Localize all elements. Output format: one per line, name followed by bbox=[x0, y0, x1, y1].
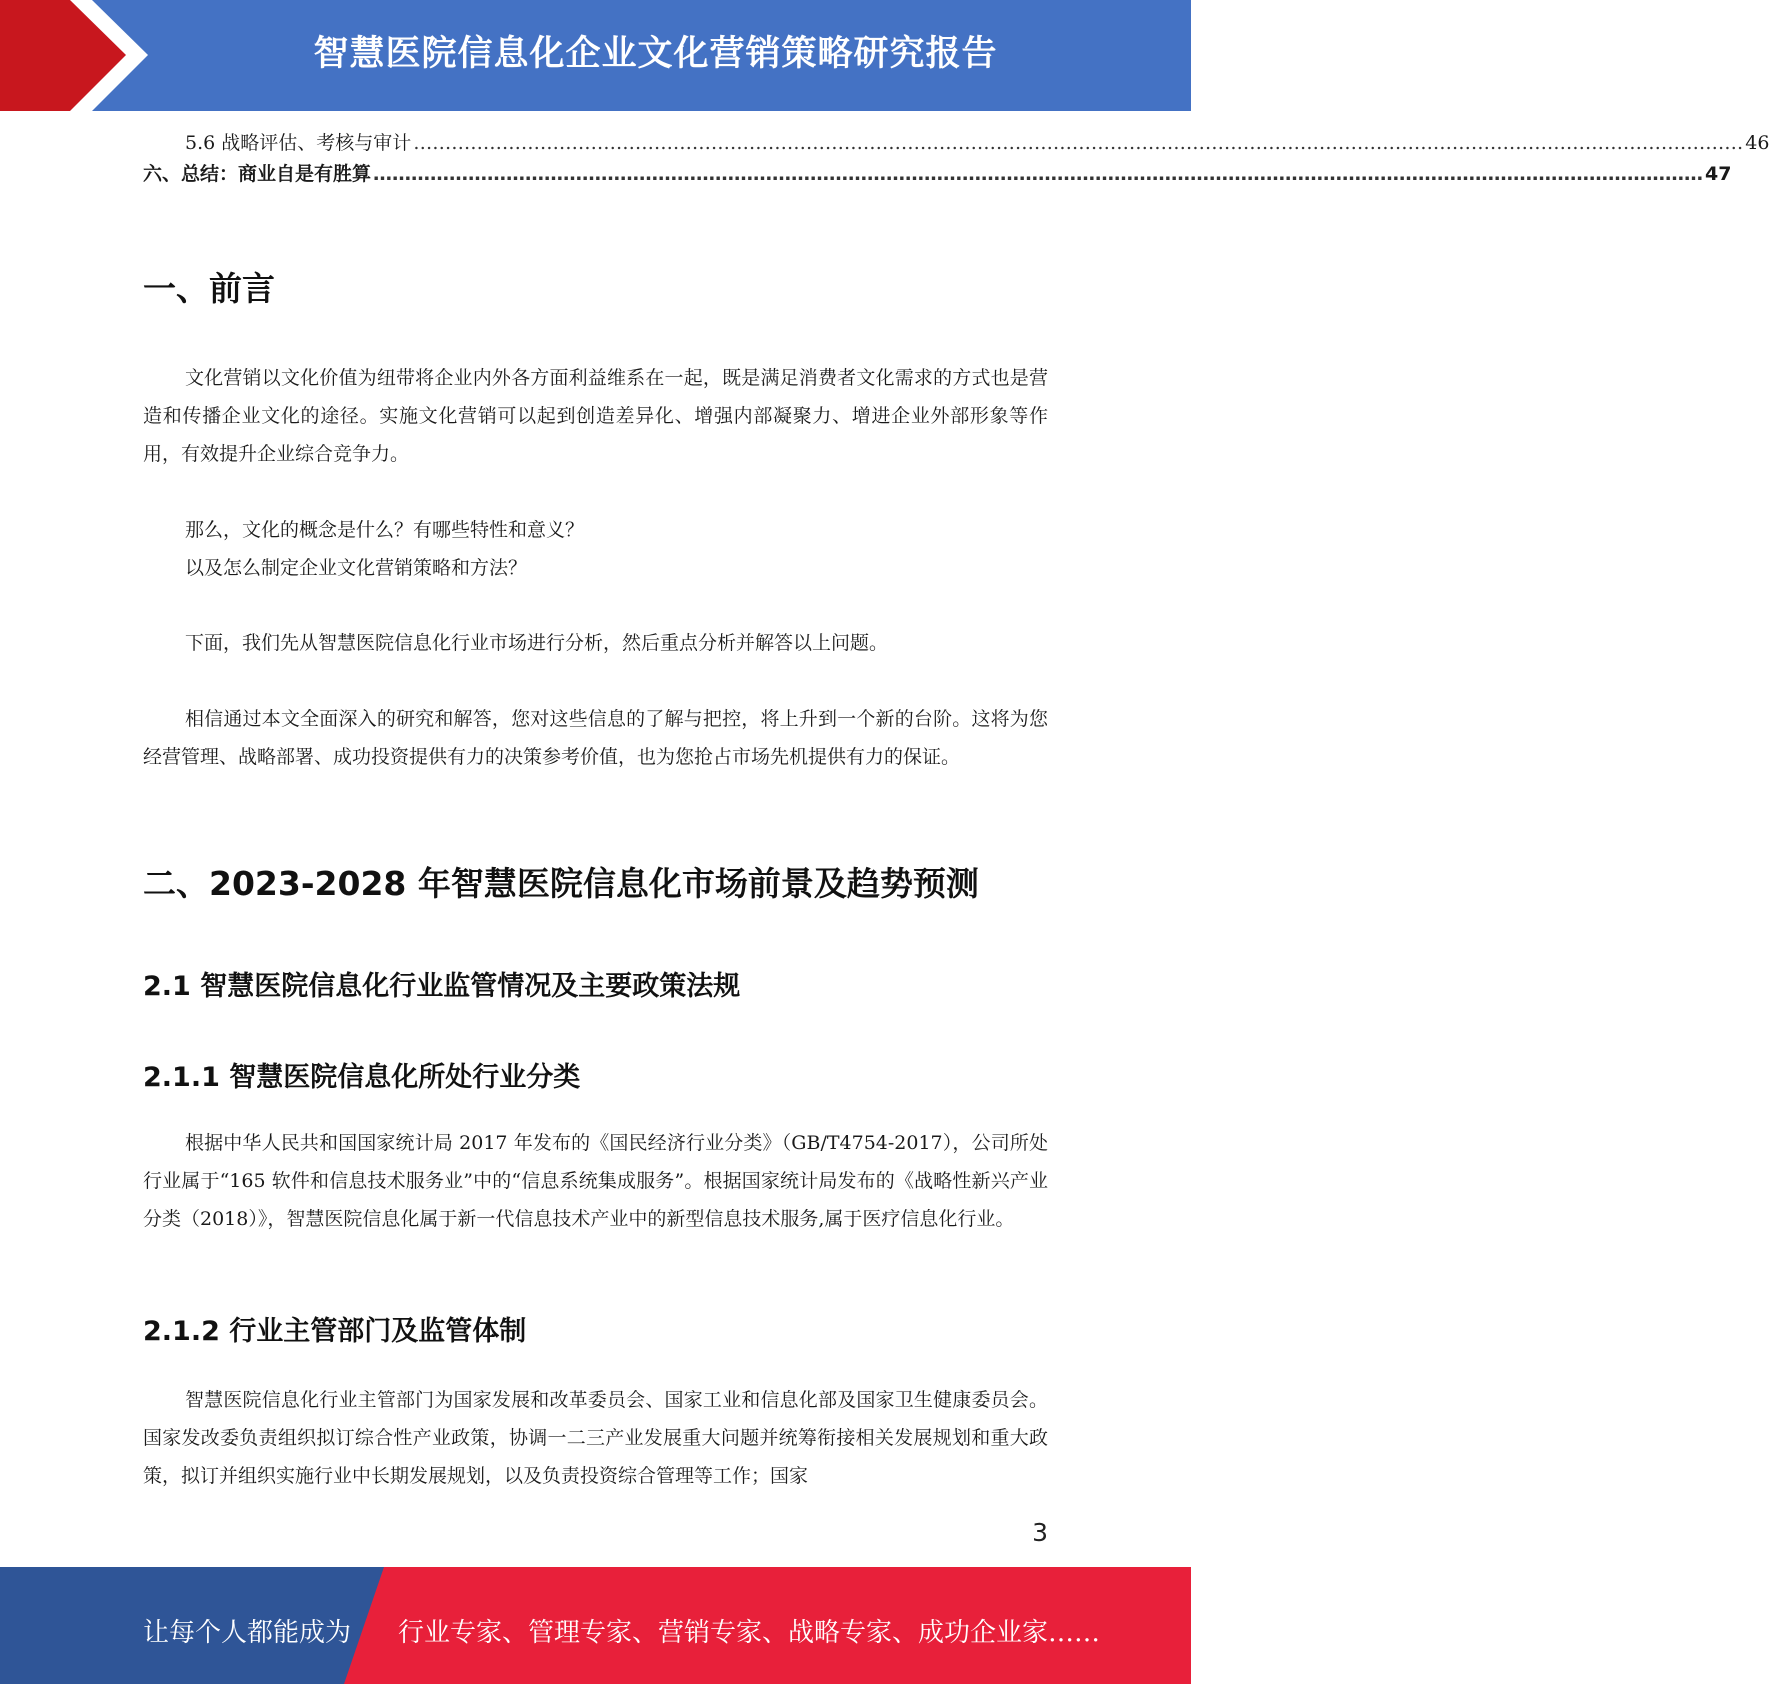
subsection-heading-2-1: 2.1 智慧医院信息化行业监管情况及主要政策法规 bbox=[143, 971, 741, 1002]
paragraph: 文化营销以文化价值为纽带将企业内外各方面利益维系在一起，既是满足消费者文化需求的方式也是营造和传播企业文化的途径。实施文化营销可以起到创造差异化、增强内部凝聚力、增进企业外部形象等作用，有效提升企业综合竞争力。 bbox=[143, 367, 1048, 465]
section-heading-chapter-2: 二、2023-2028 年智慧医院信息化市场前景及趋势预测 bbox=[143, 864, 979, 903]
paragraph: 相信通过本文全面深入的研究和解答，您对这些信息的了解与把控，将上升到一个新的台阶。这将为您经营管理、战略部署、成功投资提供有力的决策参考价值，也为您抢占市场先机提供有力的保证。 bbox=[143, 708, 1048, 768]
page-header bbox=[0, 0, 1191, 111]
report-title: 智慧医院信息化企业文化营销策略研究报告 bbox=[313, 34, 998, 74]
paragraph: 下面，我们先从智慧医院信息化行业市场进行分析，然后重点分析并解答以上问题。 bbox=[185, 632, 889, 654]
subsection-heading-2-1-2: 2.1.2 行业主管部门及监管体制 bbox=[143, 1316, 527, 1347]
footer-slogan-right: 行业专家、管理专家、营销专家、战略专家、成功企业家…… bbox=[398, 1618, 1101, 1648]
toc-entry-page: 47 bbox=[1705, 163, 1732, 185]
section-heading-preface: 一、前言 bbox=[143, 269, 275, 308]
page-footer bbox=[0, 1567, 1191, 1684]
page-number: 3 bbox=[1032, 1518, 1048, 1547]
toc-entry[interactable] bbox=[143, 160, 1732, 188]
toc-leader-dots: ………………………………………………………………………………………………………………………………………………………………………………………… bbox=[413, 132, 1744, 154]
toc-entry-label: 六、总结：商业自是有胜算 bbox=[143, 163, 372, 185]
paragraph: 根据中华人民共和国国家统计局 2017 年发布的《国民经济行业分类》（GB/T4754-2017），公司所处行业属于“165 软件和信息技术服务业”中的“信息系统集成服务”。根据国家统计局发布的《战略性新兴产业分类（2018）》，智慧医院信息化属于新一代信息技术产业中的新型信息技术服务,属于医疗信息化行业。 bbox=[143, 1132, 1048, 1230]
toc-entry-label: 5.6 战略评估、考核与审计 bbox=[185, 132, 412, 154]
toc-entry[interactable] bbox=[143, 129, 1769, 157]
paragraph-question: 以及怎么制定企业文化营销策略和方法？ bbox=[185, 557, 528, 579]
toc-entry-page: 46 bbox=[1745, 132, 1769, 154]
footer-slogan-left: 让每个人都能成为 bbox=[143, 1618, 352, 1648]
paragraph-question: 那么，文化的概念是什么？有哪些特性和意义？ bbox=[185, 519, 585, 541]
paragraph: 智慧医院信息化行业主管部门为国家发展和改革委员会、国家工业和信息化部及国家卫生健康委员会。国家发改委负责组织拟订综合性产业政策，协调一二三产业发展重大问题并统筹衔接相关发展规划和重大政策，拟订并组织实施行业中长期发展规划，以及负责投资综合管理等工作；国家 bbox=[143, 1389, 1048, 1487]
toc-leader-dots: ………………………………………………………………………………………………………………………………………………………………………………………… bbox=[373, 163, 1704, 185]
subsection-heading-2-1-1: 2.1.1 智慧医院信息化所处行业分类 bbox=[143, 1062, 581, 1093]
